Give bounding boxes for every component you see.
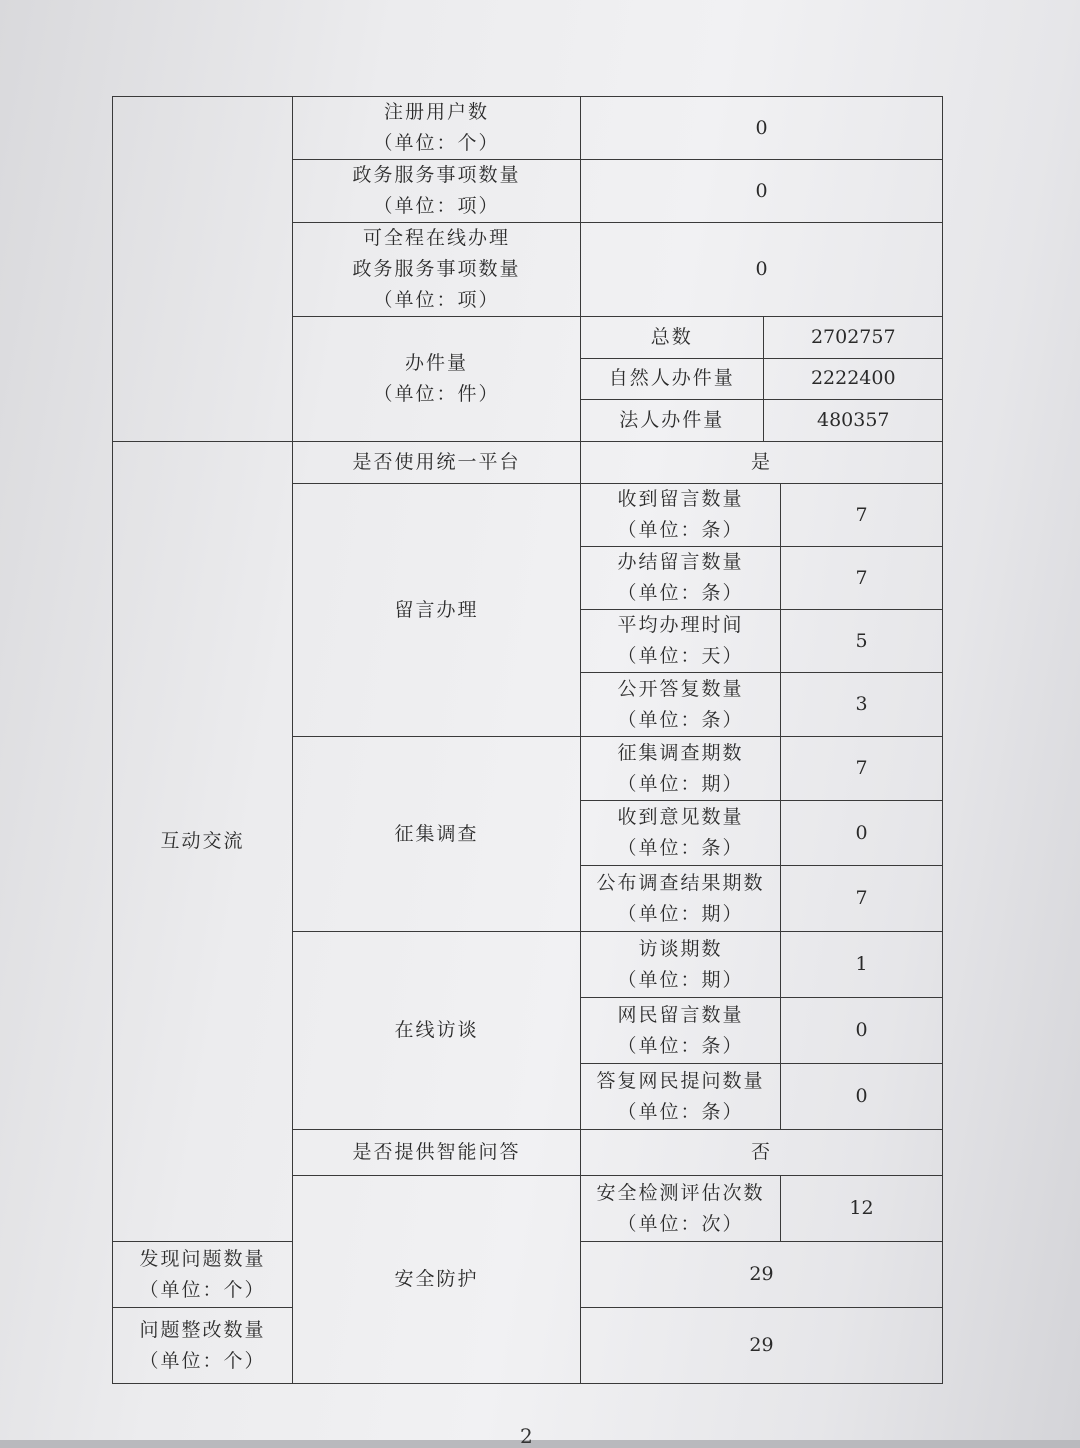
interview-item-value: 1: [781, 932, 943, 998]
interview-item-value: 0: [781, 1064, 943, 1130]
security-item-value: 29: [581, 1242, 943, 1308]
interaction-category: 互动交流: [113, 442, 293, 1242]
interview-item-value: 0: [781, 998, 943, 1064]
security-item-label: 发现问题数量 （单位：个）: [113, 1242, 293, 1308]
registered-users-label: 注册用户数 （单位：个）: [293, 97, 581, 160]
table-row: [113, 442, 943, 484]
gov-service-items-label: 政务服务事项数量 （单位：项）: [293, 160, 581, 223]
survey-item-label: 公布调查结果期数 （单位：期）: [581, 866, 781, 932]
page-number: 2: [520, 1424, 533, 1448]
registered-users-value: 0: [581, 97, 943, 160]
cases-label: 办件量 （单位：件）: [293, 317, 581, 442]
survey-item-value: 0: [781, 801, 943, 866]
survey-item-label: 收到意见数量 （单位：条）: [581, 801, 781, 866]
messages-item-label: 公开答复数量 （单位：条）: [581, 673, 781, 737]
security-item-value: 29: [581, 1308, 943, 1384]
messages-item-value: 3: [781, 673, 943, 737]
cases-subtable-cell: [581, 317, 943, 442]
smart-qa-value: 否: [581, 1130, 943, 1176]
table-row: [581, 400, 943, 441]
survey-item-label: 征集调查期数 （单位：期）: [581, 737, 781, 801]
table-row: [581, 358, 943, 400]
cases-natural-person-value: 2222400: [763, 358, 943, 400]
messages-item-label: 收到留言数量 （单位：条）: [581, 484, 781, 547]
cases-subtable: [581, 317, 943, 441]
messages-item-label: 平均办理时间 （单位：天）: [581, 610, 781, 673]
interview-item-label: 网民留言数量 （单位：条）: [581, 998, 781, 1064]
gov-service-items-value: 0: [581, 160, 943, 223]
online-service-items-label: 可全程在线办理 政务服务事项数量 （单位：项）: [293, 223, 581, 317]
statistics-table: [112, 96, 943, 1384]
security-item-value: 12: [781, 1176, 943, 1242]
messages-label: 留言办理: [293, 484, 581, 737]
messages-item-label: 办结留言数量 （单位：条）: [581, 547, 781, 610]
interview-item-label: 答复网民提问数量 （单位：条）: [581, 1064, 781, 1130]
cases-total-label: 总数: [581, 317, 763, 358]
table-row: [113, 97, 943, 160]
unified-platform-value: 是: [581, 442, 943, 484]
survey-item-value: 7: [781, 737, 943, 801]
cases-legal-person-value: 480357: [763, 400, 943, 441]
cases-legal-person-label: 法人办件量: [581, 400, 763, 441]
messages-item-value: 7: [781, 484, 943, 547]
messages-item-value: 5: [781, 610, 943, 673]
security-category: 安全防护: [293, 1176, 581, 1384]
cases-natural-person-label: 自然人办件量: [581, 358, 763, 400]
security-item-label: 安全检测评估次数 （单位：次）: [581, 1176, 781, 1242]
survey-label: 征集调查: [293, 737, 581, 932]
messages-item-value: 7: [781, 547, 943, 610]
interview-label: 在线访谈: [293, 932, 581, 1130]
survey-item-value: 7: [781, 866, 943, 932]
interview-item-label: 访谈期数 （单位：期）: [581, 932, 781, 998]
category-cell-blank: [113, 97, 293, 442]
unified-platform-label: 是否使用统一平台: [293, 442, 581, 484]
online-service-items-value: 0: [581, 223, 943, 317]
security-item-label: 问题整改数量 （单位：个）: [113, 1308, 293, 1384]
cases-total-value: 2702757: [763, 317, 943, 358]
table-row: [581, 317, 943, 358]
smart-qa-label: 是否提供智能问答: [293, 1130, 581, 1176]
